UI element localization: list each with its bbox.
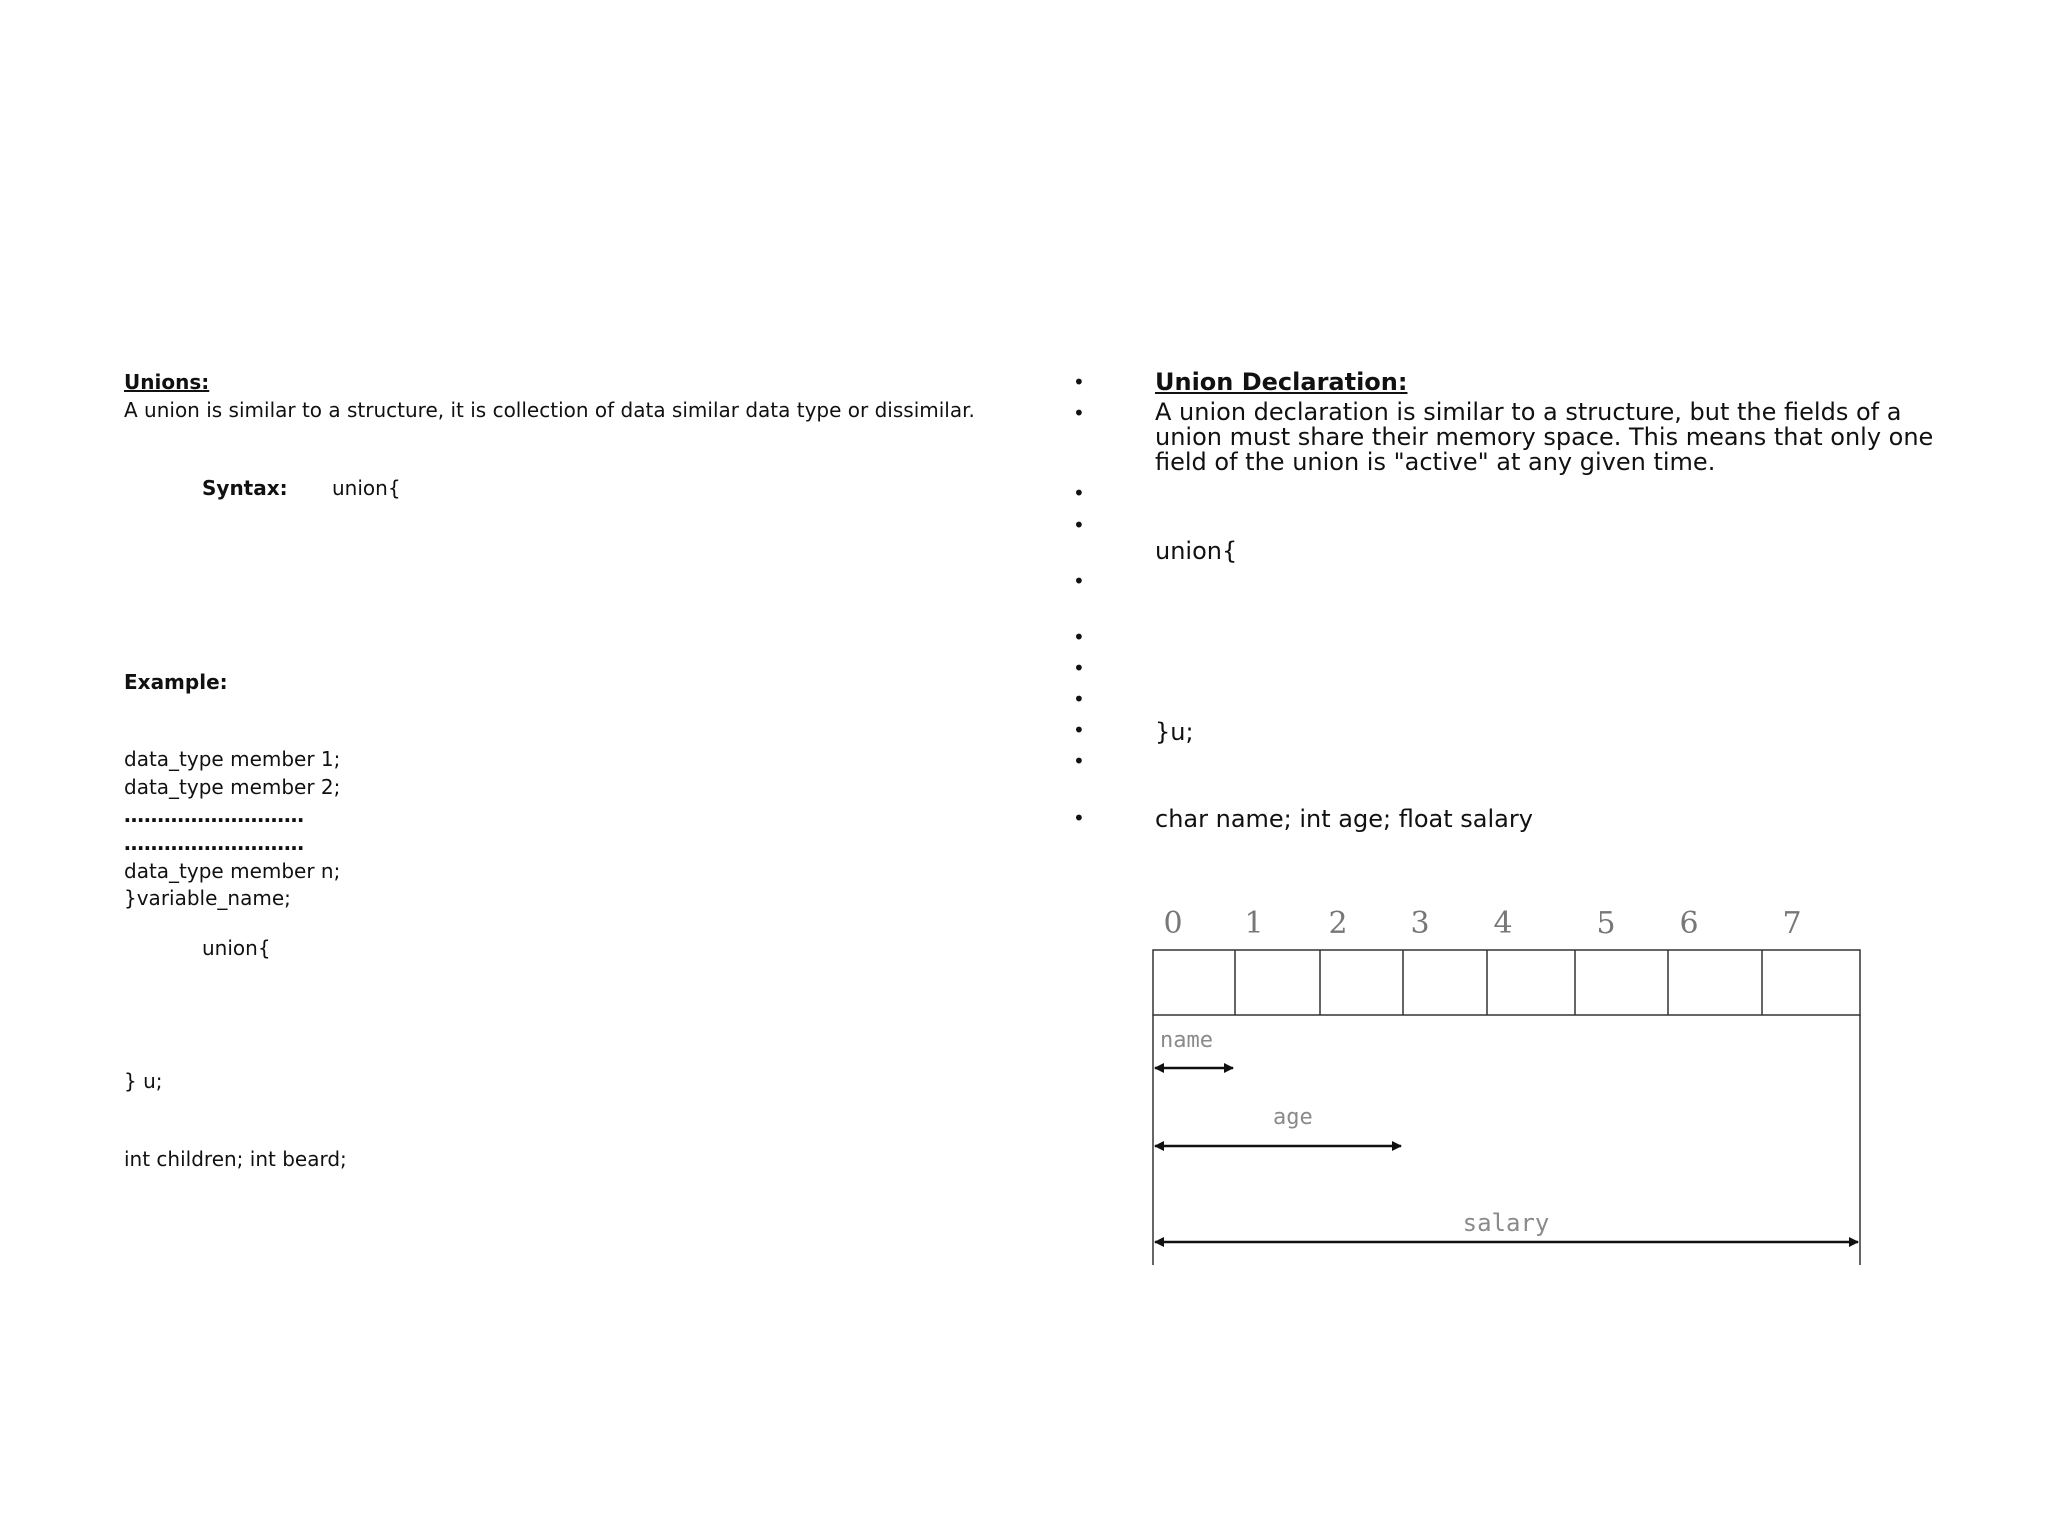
byte-index-label: 1 <box>1244 906 1264 941</box>
example-members: int children; int beard; <box>124 1147 347 1171</box>
member-line: data_type member 1; <box>124 747 341 771</box>
example-label: Example: <box>124 670 228 694</box>
union-declaration-description: A union declaration is similar to a structure, but the fields of a union must share their memory space. This means that only one field of the union is "active" at any given time. <box>1155 398 1934 476</box>
example-union-close: } u; <box>124 1069 163 1093</box>
bullet: • <box>1073 370 1085 394</box>
bullet: • <box>1073 625 1085 649</box>
byte-index-label: 5 <box>1596 906 1616 941</box>
union-fields: char name; int age; float salary <box>1155 805 1533 833</box>
byte-index-label: 6 <box>1679 906 1699 941</box>
code-union-open: union{ <box>1155 537 1238 565</box>
example-union-open: union{ <box>202 936 271 960</box>
bullet: • <box>1073 806 1085 830</box>
syntax-code: union{ <box>332 476 401 500</box>
unions-heading: Unions: <box>124 370 210 394</box>
byte-index-label: 4 <box>1493 906 1513 941</box>
byte-row <box>1153 950 1860 1015</box>
bullet: • <box>1073 401 1085 425</box>
bullet: • <box>1073 569 1085 593</box>
bullet: • <box>1073 718 1085 742</box>
bullet: • <box>1073 749 1085 773</box>
ellipsis-line: ……………………… <box>124 803 304 827</box>
salary-field-label: salary <box>1462 1209 1550 1237</box>
byte-index-label: 0 <box>1163 906 1183 941</box>
byte-index-label: 3 <box>1410 906 1430 941</box>
byte-index-label: 7 <box>1782 906 1802 941</box>
code-union-close: }u; <box>1155 718 1194 746</box>
bullet: • <box>1073 513 1085 537</box>
closing-line: }variable_name; <box>124 886 291 910</box>
unions-description: A union is similar to a structure, it is collection of data similar data type or dissimilar. <box>124 398 975 422</box>
syntax-label: Syntax: <box>202 476 288 500</box>
member-line: data_type member n; <box>124 859 341 883</box>
bullet: • <box>1073 481 1085 505</box>
union-declaration-heading: Union Declaration: <box>1155 368 1408 396</box>
byte-index-label: 2 <box>1328 906 1348 941</box>
bullet: • <box>1073 656 1085 680</box>
age-field-label: age <box>1273 1105 1313 1130</box>
ellipsis-line: ……………………… <box>124 831 304 855</box>
union-memory-diagram <box>1140 895 1880 1275</box>
bullet: • <box>1073 687 1085 711</box>
name-field-label: name <box>1160 1028 1213 1053</box>
member-line: data_type member 2; <box>124 775 341 799</box>
